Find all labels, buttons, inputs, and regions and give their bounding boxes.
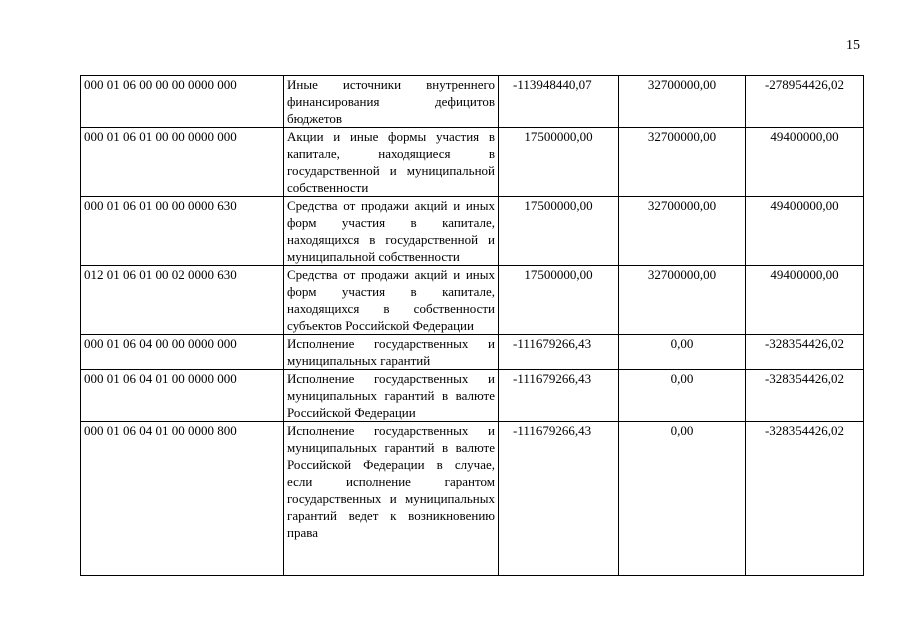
value-col-1: 17500000,00 (499, 197, 619, 266)
table-row (81, 422, 864, 576)
table-row (81, 266, 864, 335)
value-col-2: 32700000,00 (619, 266, 746, 335)
item-name: Исполнение государственных и муниципальных гарантий в валюте Российской Федерации (284, 370, 499, 422)
budget-code: 000 01 06 01 00 00 0000 630 (81, 197, 284, 266)
value-col-2: 0,00 (619, 422, 746, 576)
budget-code: 000 01 06 00 00 00 0000 000 (81, 76, 284, 128)
value-col-2: 0,00 (619, 370, 746, 422)
value-col-3: -328354426,02 (746, 335, 864, 370)
budget-sources-table (80, 75, 864, 576)
value-col-1: -113948440,07 (499, 76, 619, 128)
value-col-1: 17500000,00 (499, 128, 619, 197)
item-name: Иные источники внутреннего финансирования дефицитов бюджетов (284, 76, 499, 128)
item-name: Средства от продажи акций и иных форм участия в капитале, находящихся в собственности субъектов Российской Федерации (284, 266, 499, 335)
value-col-2: 32700000,00 (619, 197, 746, 266)
budget-code: 000 01 06 04 01 00 0000 800 (81, 422, 284, 576)
table-row (81, 197, 864, 266)
value-col-1: 17500000,00 (499, 266, 619, 335)
table-row (81, 128, 864, 197)
budget-code: 000 01 06 01 00 00 0000 000 (81, 128, 284, 197)
table-row (81, 335, 864, 370)
table-row (81, 76, 864, 128)
budget-code: 000 01 06 04 01 00 0000 000 (81, 370, 284, 422)
value-col-1: -111679266,43 (499, 335, 619, 370)
table-row (81, 370, 864, 422)
value-col-2: 32700000,00 (619, 128, 746, 197)
budget-code: 012 01 06 01 00 02 0000 630 (81, 266, 284, 335)
value-col-3: 49400000,00 (746, 197, 864, 266)
value-col-3: 49400000,00 (746, 128, 864, 197)
value-col-2: 32700000,00 (619, 76, 746, 128)
item-name: Средства от продажи акций и иных форм участия в капитале, находящихся в государственной и муниципальной собственности (284, 197, 499, 266)
budget-code: 000 01 06 04 00 00 0000 000 (81, 335, 284, 370)
item-name: Акции и иные формы участия в капитале, находящиеся в государственной и муниципальной собственности (284, 128, 499, 197)
value-col-2: 0,00 (619, 335, 746, 370)
value-col-3: -328354426,02 (746, 422, 864, 576)
value-col-1: -111679266,43 (499, 422, 619, 576)
item-name: Исполнение государственных и муниципальных гарантий (284, 335, 499, 370)
value-col-3: -328354426,02 (746, 370, 864, 422)
item-name: Исполнение государственных и муниципальных гарантий в валюте Российской Федерации в случае, если исполнение гарантом государственных и муниципальных гарантий ведет к возникновению права (284, 422, 499, 576)
value-col-3: 49400000,00 (746, 266, 864, 335)
value-col-1: -111679266,43 (499, 370, 619, 422)
page-number: 15 (846, 38, 860, 53)
value-col-3: -278954426,02 (746, 76, 864, 128)
